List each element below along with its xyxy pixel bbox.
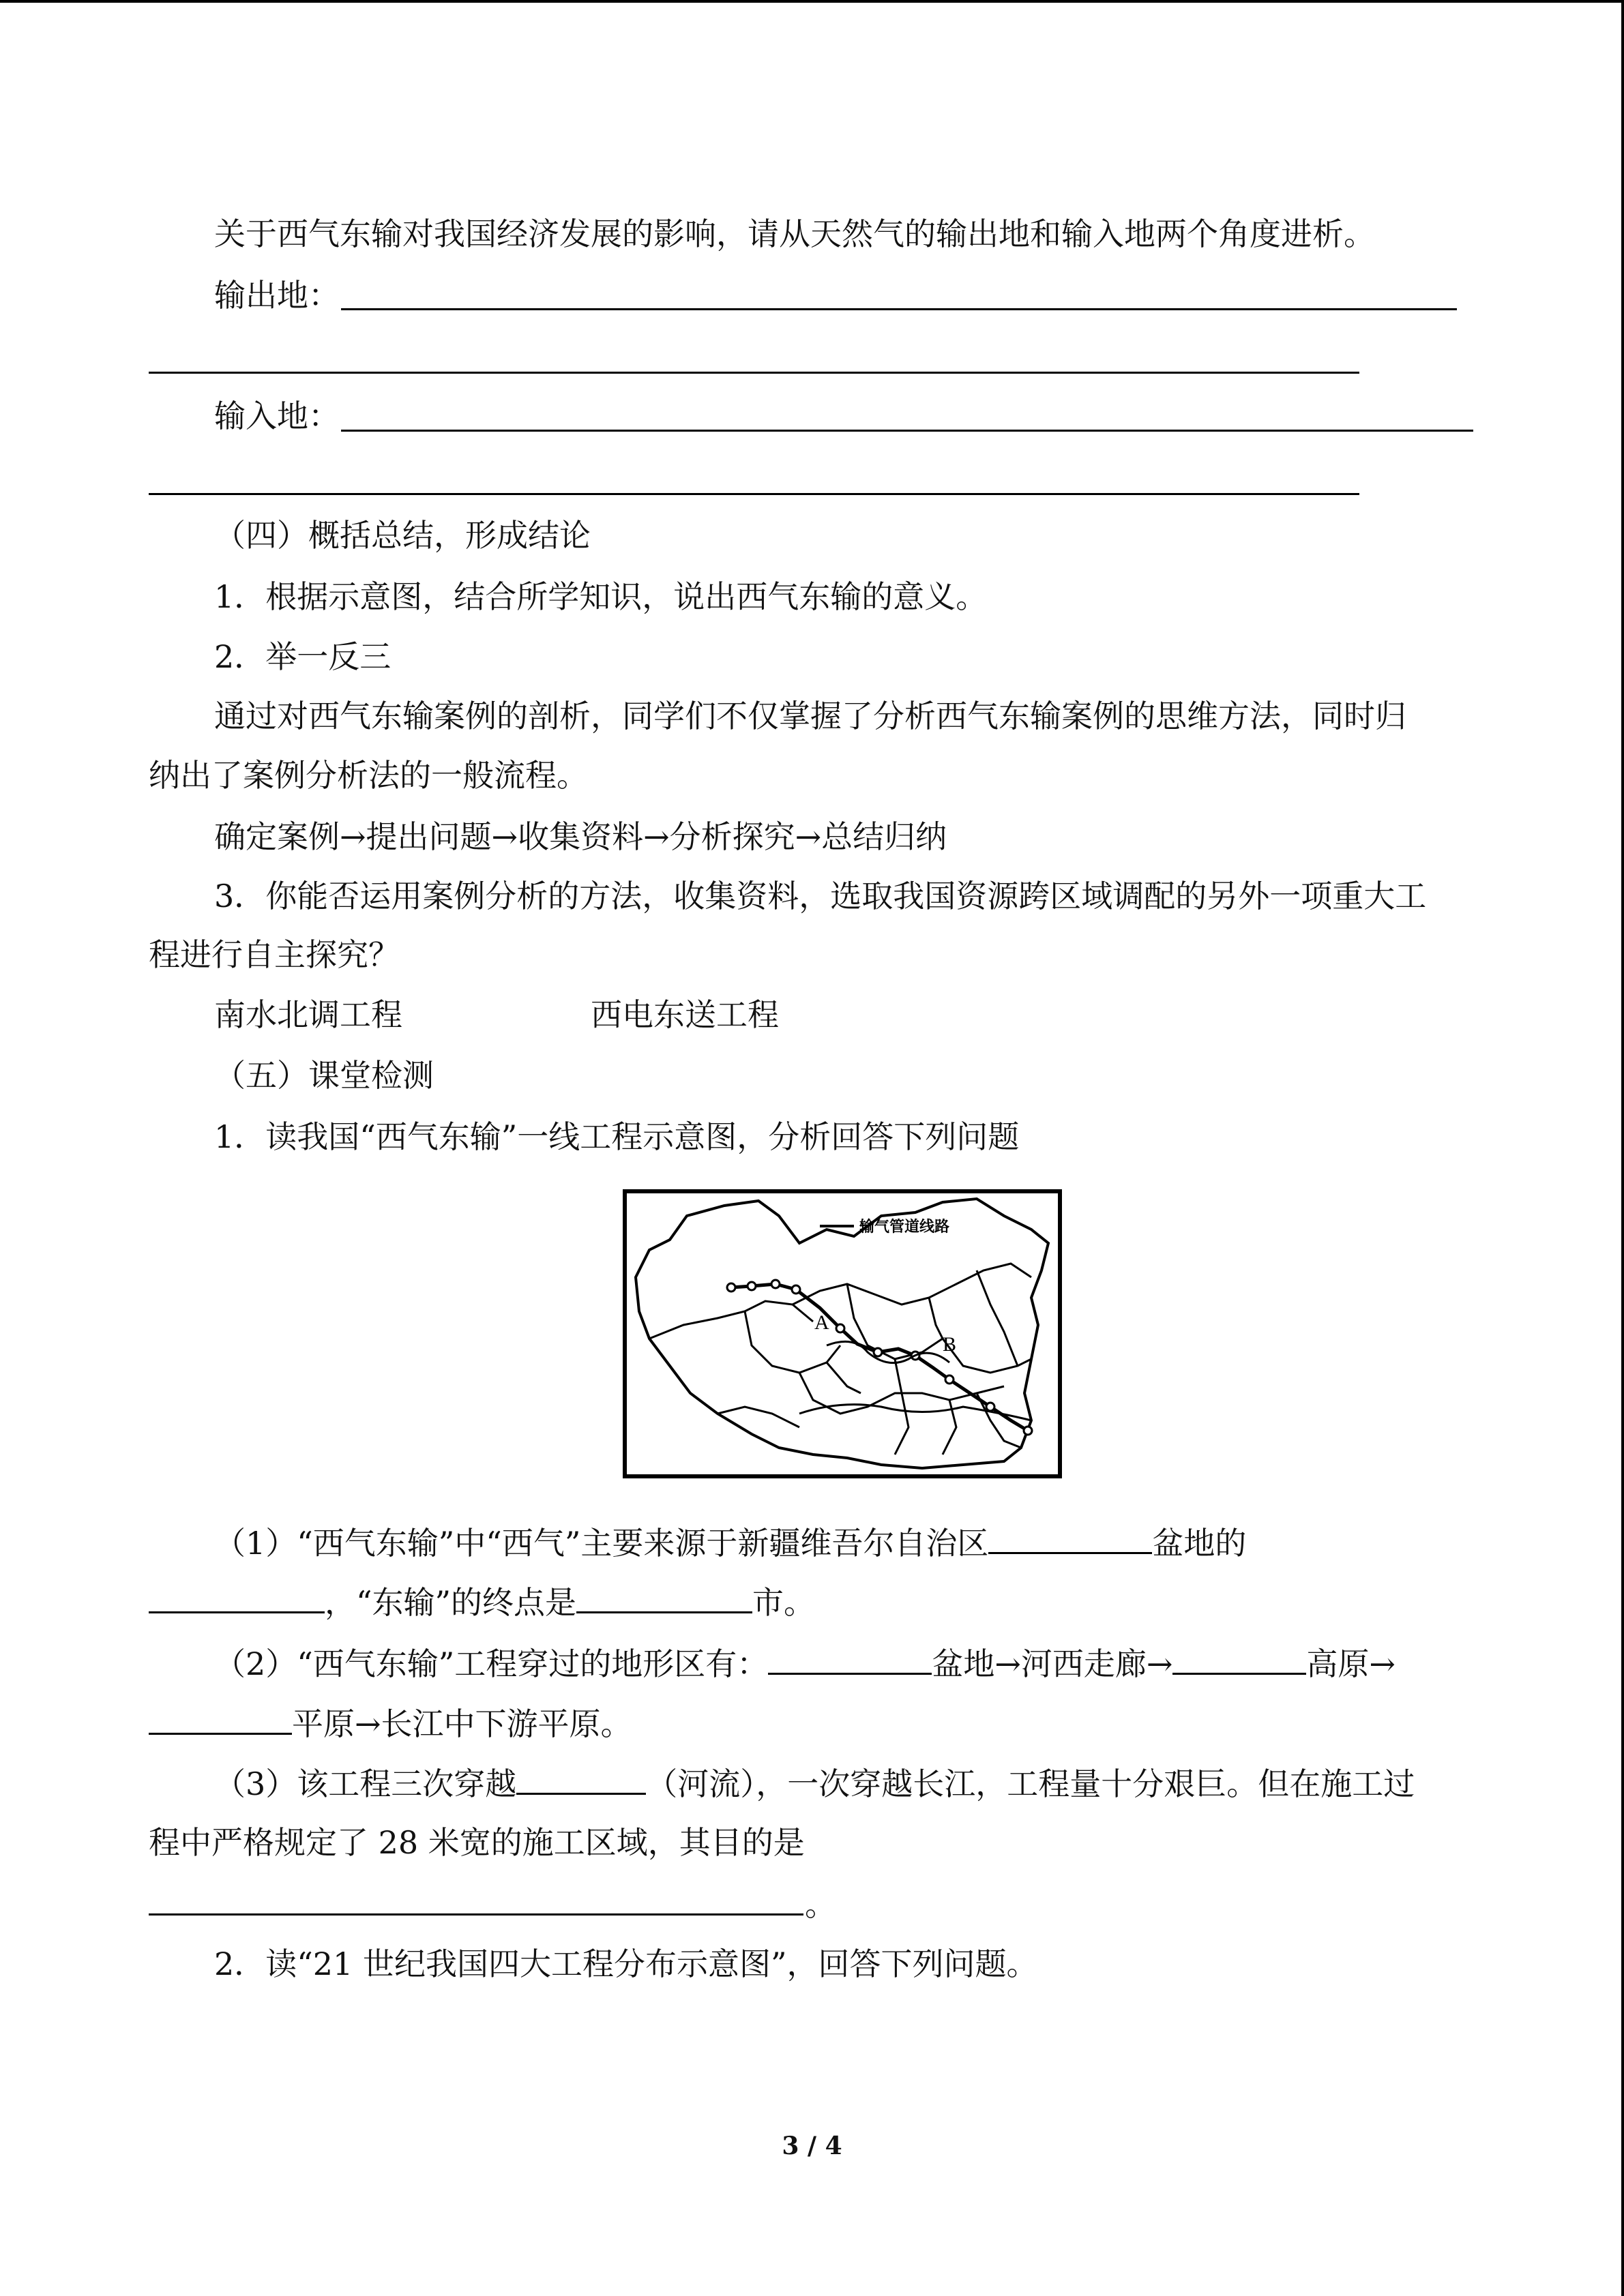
q1-3-part1: （3）该工程三次穿越 [214, 1765, 517, 1802]
q1-1-blank-basin-name[interactable] [149, 1581, 325, 1613]
intro-question: 关于西气东输对我国经济发展的影响，请从天然气的输出地和输入地两个角度进析。 [214, 215, 1375, 252]
page-border-top [0, 0, 1624, 3]
q1-2-blank-plain[interactable] [149, 1703, 292, 1735]
q1-2-blank-plateau[interactable] [1172, 1643, 1306, 1675]
input-label: 输入地： [214, 398, 340, 434]
project-west-east-power: 西电东送工程 [591, 996, 779, 1033]
q1-3-answer-line[interactable] [149, 1913, 803, 1915]
q1-1-line1 [214, 1522, 1246, 1564]
q1-3-line2: 程中严格规定了 28 米宽的施工区域，其目的是 [149, 1824, 805, 1861]
q1-1-part1: （1）“西气东输”中“西气”主要来源于新疆维吾尔自治区 [214, 1525, 989, 1562]
q1-2-line1 [214, 1643, 1396, 1684]
q1-1-part2: 盆地的 [1152, 1525, 1247, 1562]
q1-1-line2 [149, 1581, 815, 1623]
q1-2-part2: 盆地→河西走廊→ [932, 1645, 1173, 1682]
q1-1-part3: ，“东输”的终点是 [325, 1584, 577, 1621]
q1-2-part4: 平原→长江中下游平原。 [292, 1705, 632, 1742]
section4-item2: 2．举一反三 [214, 638, 392, 675]
section4-item1: 1．根据示意图，结合所学知识，说出西气东输的意义。 [214, 578, 988, 615]
q1-2-line2 [149, 1703, 632, 1744]
input-answer-line-2[interactable] [149, 493, 1359, 495]
pipeline-map-figure [622, 1189, 1063, 1479]
output-answer-line-1[interactable] [341, 308, 1457, 310]
section4-flow: 确定案例→提出问题→收集资料→分析探究→总结归纳 [214, 818, 947, 855]
q1-2-blank-basin[interactable] [768, 1643, 932, 1675]
q1-3-line1 [214, 1763, 1415, 1804]
section5-heading: （五）课堂检测 [214, 1057, 434, 1094]
section4-heading: （四）概括总结，形成结论 [214, 517, 591, 554]
output-label: 输出地： [214, 277, 340, 314]
section4-para-line2: 纳出了案例分析法的一般流程。 [149, 757, 588, 794]
china-pipeline-map [622, 1189, 1063, 1479]
legend-label: 输气管道线路 [859, 1219, 950, 1236]
page-number: 3 / 4 [782, 2132, 842, 2160]
q1-2-part1: （2）“西气东输”工程穿过的地形区有： [214, 1645, 769, 1682]
q1-1-blank-endpoint[interactable] [576, 1581, 752, 1613]
q1-2-part3: 高原→ [1306, 1645, 1396, 1682]
q1-1-blank-basin[interactable] [988, 1522, 1152, 1554]
q1-3-blank-river[interactable] [516, 1763, 646, 1795]
input-answer-line-1[interactable] [341, 430, 1473, 432]
map-label-a: A [814, 1311, 829, 1334]
section4-item3-line2: 程进行自主探究？ [149, 936, 400, 973]
output-answer-line-2[interactable] [149, 372, 1359, 374]
q1-1-part4: 市。 [752, 1584, 816, 1621]
section4-para-line1: 通过对西气东输案例的剖析，同学们不仅掌握了分析西气东输案例的思维方法，同时归 [214, 698, 1406, 734]
section4-item3-line1: 3．你能否运用案例分析的方法，收集资料，选取我国资源跨区域调配的另外一项重大工 [214, 878, 1427, 914]
map-label-b: B [943, 1333, 957, 1356]
section5-q2: 2．读“21 世纪我国四大工程分布示意图”，回答下列问题。 [214, 1945, 1038, 1982]
page-border-right [1621, 0, 1624, 2296]
project-south-north-water: 南水北调工程 [214, 996, 402, 1033]
q1-3-part2: （河流），一次穿越长江，工程量十分艰巨。但在施工过 [646, 1765, 1415, 1802]
q1-3-end: 。 [805, 1886, 836, 1923]
section5-q1: 1．读我国“西气东输”一线工程示意图，分析回答下列问题 [214, 1118, 1020, 1155]
